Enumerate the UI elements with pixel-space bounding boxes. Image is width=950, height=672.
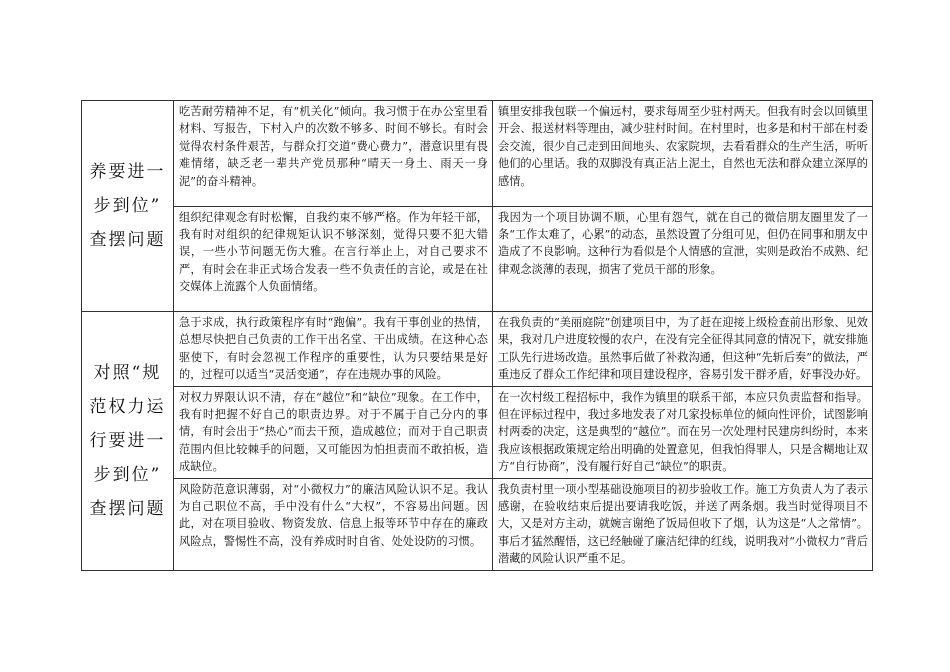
problem-cell: 急于求成，执行政策程序有时“跑偏”。我有干事创业的热情，总想尽快把自己负责的工作干出名堂、干出成绩。在这种心态驱使下，有时会忽视工作程序的重要性，认为只要结果是好的，过程可以适当“灵活变通”，存在违规办事的风险。 <box>174 312 493 387</box>
example-cell: 我因为一个项目协调不顺，心里有怨气，就在自己的微信朋友圈里发了一条“工作太难了，心累”的动态，虽然设置了分组可见，但仍在同事和朋友中造成了不良影响。这种行为看似是个人情感的宣泄，实则是政治不成熟、纪律观念淡薄的表现，损害了党员干部的形象。 <box>493 206 873 312</box>
category-line: 范权力运 <box>89 396 166 417</box>
example-cell: 在我负责的“美丽庭院”创建项目中，为了赶在迎接上级检查前出形象、见效果，我对几户进度较慢的农户，在没有完全征得其同意的情况下，就安排施工队先行进场改造。虽然事后做了补救沟通，但这种“先斩后奏”的做法，严重违反了群众工作纪律和项目建设程序，容易引发干群矛盾，好事没办好。 <box>493 312 873 387</box>
table-row <box>82 312 873 387</box>
table-row <box>82 101 873 207</box>
table-row <box>82 386 873 478</box>
category-line: 养要进一 <box>89 162 166 182</box>
problem-cell: 风险防范意识薄弱，对“小微权力”的廉洁风险认识不足。我认为自己职位不高，手中没有什么“大权”，不容易出问题。因此，对在项目验收、物资发放、信息上报等环节中存在的廉政风险点，警惕性不高，没有养成时时自省、处处设防的习惯。 <box>174 478 493 570</box>
category-cell <box>82 101 174 312</box>
self-examination-table <box>81 100 873 571</box>
problem-cell: 组织纪律观念有时松懈，自我约束不够严格。作为年轻干部，我有时对组织的纪律规矩认识不够深刻，觉得只要不犯大错误，一些小节问题无伤大雅。在言行举止上，对自己要求不严，有时会在非正式场合发表一些不负责任的言论，或是在社交媒体上流露个人负面情绪。 <box>174 206 493 312</box>
category-line: 行要进一 <box>89 430 166 451</box>
category-line: 对照“规 <box>93 362 162 383</box>
category-line: 步到位” <box>93 464 162 485</box>
category-line: 步到位” <box>93 196 162 216</box>
example-cell: 在一次村级工程招标中，我作为镇里的联系干部，本应只负责监督和指导。但在评标过程中，我过多地发表了对几家投标单位的倾向性评价，试图影响村两委的决定，这是典型的“越位”。而在另一次处理村民建房纠纷时，本来我应该根据政策规定给出明确的处置意见，但我怕得罪人，只是含糊地让双方“自行协商”，没有履行好自己“缺位”的职责。 <box>493 386 873 478</box>
category-cell <box>82 312 174 571</box>
example-cell: 镇里安排我包联一个偏远村，要求每周至少驻村两天。但我有时会以回镇里开会、报送材料等理由，减少驻村时间。在村里时，也多是和村干部在村委会交流，很少自己走到田间地头、农家院坝，去看看群众的生产生活，听听他们的心里话。我的双脚没有真正沾上泥土，自然也无法和群众建立深厚的感情。 <box>493 101 873 207</box>
problem-cell: 吃苦耐劳精神不足，有“机关化”倾向。我习惯于在办公室里看材料、写报告，下村入户的次数不够多、时间不够长。有时会觉得农村条件艰苦，与群众打交道“费心费力”，潜意识里有畏难情绪，缺乏老一辈共产党员那种“晴天一身土、雨天一身泥”的奋斗精神。 <box>174 101 493 207</box>
category-line: 查摆问题 <box>89 230 166 250</box>
table-row <box>82 478 873 570</box>
table-row <box>82 206 873 312</box>
example-cell: 我负责村里一项小型基础设施项目的初步验收工作。施工方负责人为了表示感谢，在验收结束后提出要请我吃饭，并送了两条烟。我当时觉得项目不大，又是对方主动，就婉言谢绝了饭局但收下了烟，认为这是“人之常情”。事后才猛然醒悟，这已经触碰了廉洁纪律的红线，说明我对“小微权力”背后潜藏的风险认识严重不足。 <box>493 478 873 570</box>
category-line: 查摆问题 <box>89 498 166 519</box>
problem-cell: 对权力界限认识不清，存在“越位”和“缺位”现象。在工作中，我有时把握不好自己的职责边界。对于不属于自己分内的事情，有时会出于“热心”而去干预，造成越位；而对于自己职责范围内但比较棘手的问题，又可能因为怕担责而不敢拍板，造成缺位。 <box>174 386 493 478</box>
